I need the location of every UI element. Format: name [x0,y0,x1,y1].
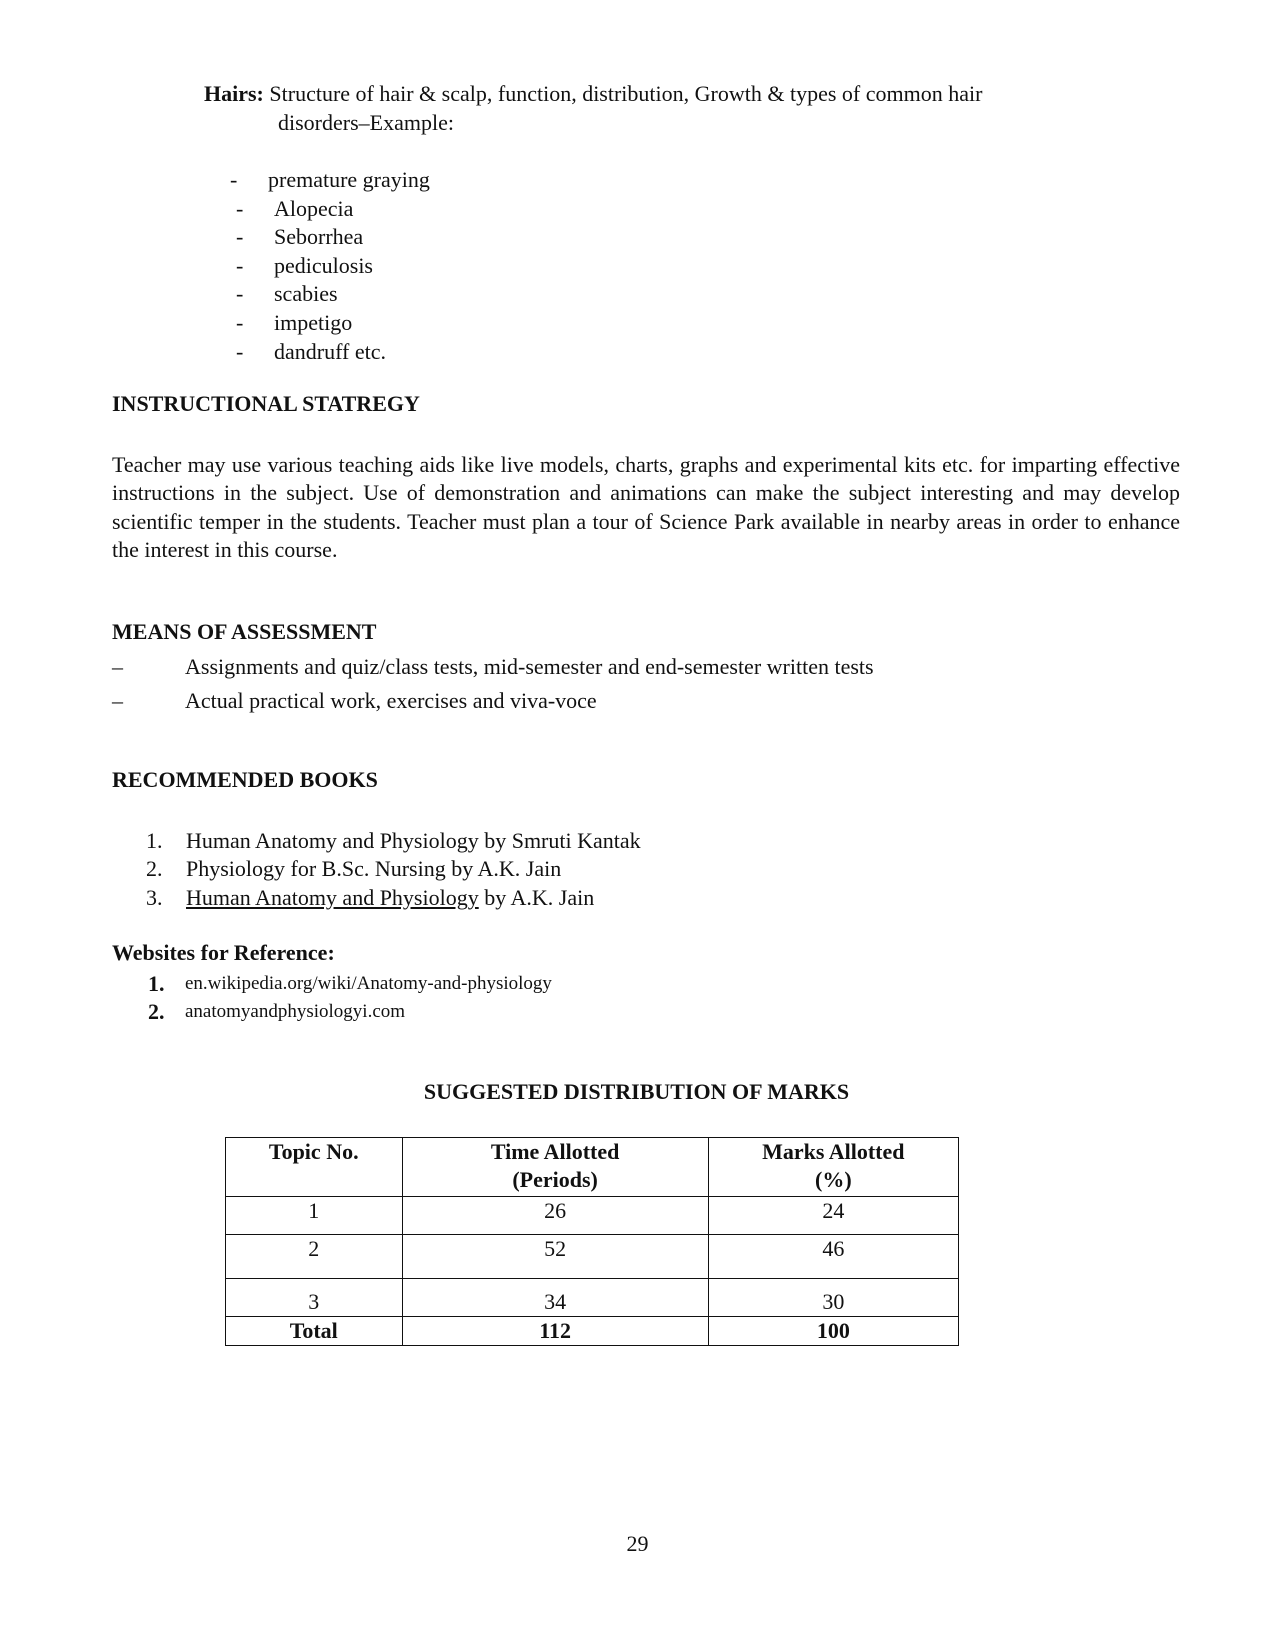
hairs-paragraph [204,79,1104,137]
instructional-heading: INSTRUCTIONAL STATREGY [112,391,420,416]
header-marks: Marks Allotted (%) [708,1138,958,1197]
marks-table-title: SUGGESTED DISTRIBUTION OF MARKS [423,1079,850,1104]
header-topic: Topic No. [226,1138,403,1197]
table-row: 2 52 46 [226,1235,959,1279]
website-link[interactable]: anatomyandphysiologyi.com [185,1001,406,1022]
assessment-heading: MEANS OF ASSESSMENT [112,619,377,644]
table-row: 3 34 30 [226,1279,959,1317]
hairs-text-line2: disorders–Example: [278,110,454,135]
websites-heading: Websites for Reference: [112,940,335,965]
table-header-row [226,1138,959,1197]
hairs-text-line1: Structure of hair & scalp, function, distribution, Growth & types of common hair [269,81,983,106]
book-title-underlined: Human Anatomy and Physiology [186,884,479,910]
table-total-row: Total 112 100 [226,1317,959,1346]
website-link[interactable]: en.wikipedia.org/wiki/Anatomy-and-physiology [185,973,552,994]
page-number: 29 [626,1531,649,1556]
instructional-paragraph: Teacher may use various teaching aids like live models, charts, graphs and experimental kits etc. for imparting effective instructions in the subject. Use of demonstration and animations can make the subject interesting and may develop scientific temper in the students. Teacher must plan a tour of Science Park available in nearby areas in order to enhance the interest in this course. [112,452,1180,562]
header-time: Time Allotted (Periods) [402,1138,708,1197]
books-heading: RECOMMENDED BOOKS [112,767,378,792]
table-row: 1 26 24 [226,1197,959,1235]
hairs-label: Hairs: [204,81,264,106]
marks-table [225,1137,959,1346]
